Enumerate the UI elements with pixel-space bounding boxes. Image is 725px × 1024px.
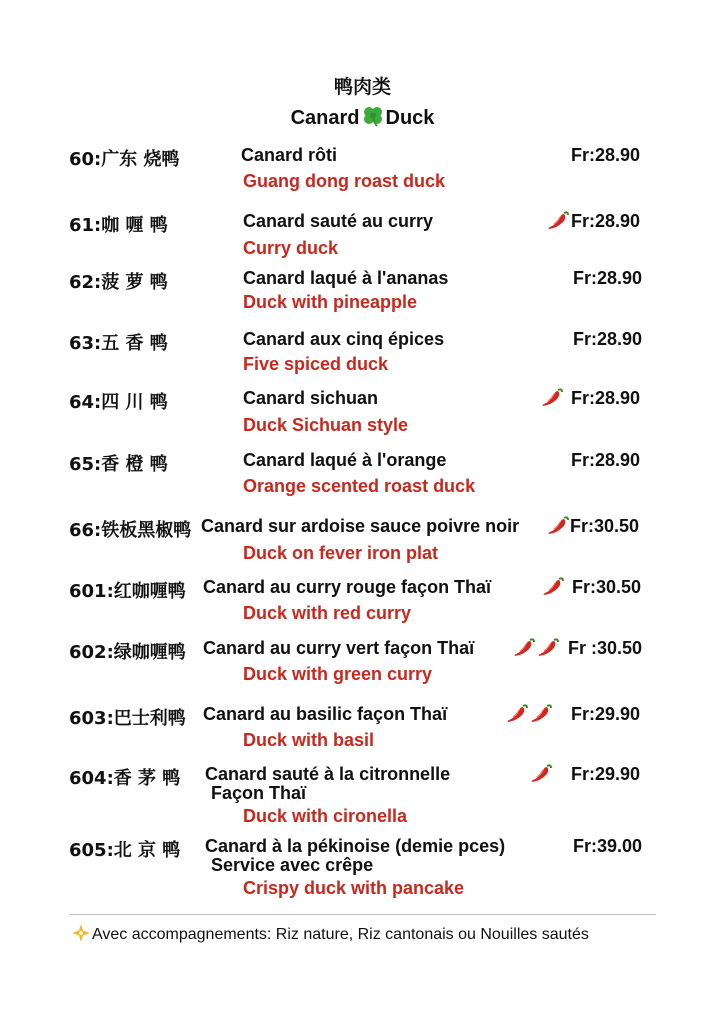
spice-level [506, 703, 552, 723]
item-name-french: Canard rôti [241, 145, 338, 165]
chili-pepper-icon [541, 387, 563, 407]
chili-pepper-icon [547, 210, 569, 230]
item-name-french: Canard à la pékinoise (demie pces) [205, 836, 506, 856]
item-name-french: Canard au curry rouge façon Thaï [203, 577, 492, 597]
item-name-english: Duck with green curry [243, 664, 433, 684]
item-price: Fr:28.90 [571, 145, 641, 165]
item-name-english: Duck Sichuan style [243, 415, 409, 435]
section-title [0, 105, 725, 133]
item-price: Fr:29.90 [571, 704, 641, 724]
item-price: Fr:39.00 [573, 836, 643, 856]
chili-pepper-icon [542, 576, 564, 596]
section-title-french: Canard [290, 107, 360, 129]
item-name-english: Duck with cironella [243, 806, 408, 826]
item-number-chinese: 66:铁板黑椒鸭 [69, 520, 192, 541]
spice-level [513, 637, 559, 657]
item-number-chinese: 601:红咖喱鸭 [69, 581, 186, 602]
footer-divider [70, 914, 656, 915]
spice-level [542, 576, 564, 596]
item-name-french: Canard laqué à l'ananas [243, 268, 449, 288]
item-price: Fr:28.90 [573, 329, 643, 349]
section-title-chinese: 鸭肉类 [333, 76, 391, 98]
item-number-chinese: 63:五 香 鸭 [69, 333, 168, 354]
spice-level [547, 210, 569, 230]
item-price: Fr :30.50 [568, 638, 643, 658]
item-number-chinese: 65:香 橙 鸭 [69, 454, 168, 475]
item-name-french: Canard au basilic façon Thaï [203, 704, 448, 724]
chili-pepper-icon [530, 763, 552, 783]
item-number-chinese: 60:广东 烧鸭 [69, 149, 180, 170]
item-name-french: Canard laqué à l'orange [243, 450, 447, 470]
item-name-english: Guang dong roast duck [243, 171, 446, 191]
item-name-english: Duck with basil [243, 730, 375, 750]
item-number-chinese: 64:四 川 鸭 [69, 392, 168, 413]
item-price: Fr:28.90 [571, 450, 641, 470]
item-price: Fr:28.90 [571, 211, 641, 231]
item-number-chinese: 61:咖 喱 鸭 [69, 215, 168, 236]
item-name-english: Curry duck [243, 238, 339, 258]
item-name-english: Duck with pineapple [243, 292, 418, 312]
item-name-french: Canard sichuan [243, 388, 379, 408]
item-name-french-continued: Façon Thaï [211, 783, 307, 803]
item-name-english: Orange scented roast duck [243, 476, 476, 496]
item-number-chinese: 603:巴士利鸭 [69, 708, 186, 729]
chili-pepper-icon [513, 637, 535, 657]
item-name-french: Canard sauté au curry [243, 211, 434, 231]
item-name-french: Canard au curry vert façon Thaï [203, 638, 475, 658]
item-price: Fr:28.90 [573, 268, 643, 288]
item-number-chinese: 62:菠 萝 鸭 [69, 272, 168, 293]
spice-level [547, 515, 569, 535]
item-name-french: Canard aux cinq épices [243, 329, 445, 349]
spice-level [530, 763, 552, 783]
item-number-chinese: 604:香 茅 鸭 [69, 768, 181, 789]
footer-note [72, 924, 589, 947]
item-price: Fr:30.50 [570, 516, 640, 536]
item-name-english: Five spiced duck [243, 354, 389, 374]
item-name-english: Crispy duck with pancake [243, 878, 465, 898]
chili-pepper-icon [506, 703, 528, 723]
item-name-french: Canard sauté à la citronnelle [205, 764, 451, 784]
item-number-chinese: 602:绿咖喱鸭 [69, 642, 186, 663]
item-name-english: Duck on fever iron plat [243, 543, 439, 563]
footer-text: Avec accompagnements: Riz nature, Riz cantonais ou Nouilles sautés [92, 926, 589, 943]
item-name-english: Duck with red curry [243, 603, 412, 623]
section-title-english: Duck [385, 107, 435, 129]
sparkle-icon [72, 924, 90, 947]
chili-pepper-icon [547, 515, 569, 535]
chili-pepper-icon [530, 703, 552, 723]
chili-pepper-icon [537, 637, 559, 657]
item-price: Fr:30.50 [572, 577, 642, 597]
item-number-chinese: 605:北 京 鸭 [69, 840, 181, 861]
item-name-french-continued: Service avec crêpe [211, 855, 374, 875]
clover-icon [361, 105, 385, 133]
item-price: Fr:29.90 [571, 764, 641, 784]
item-name-french: Canard sur ardoise sauce poivre noir [201, 516, 520, 536]
item-price: Fr:28.90 [571, 388, 641, 408]
spice-level [541, 387, 563, 407]
